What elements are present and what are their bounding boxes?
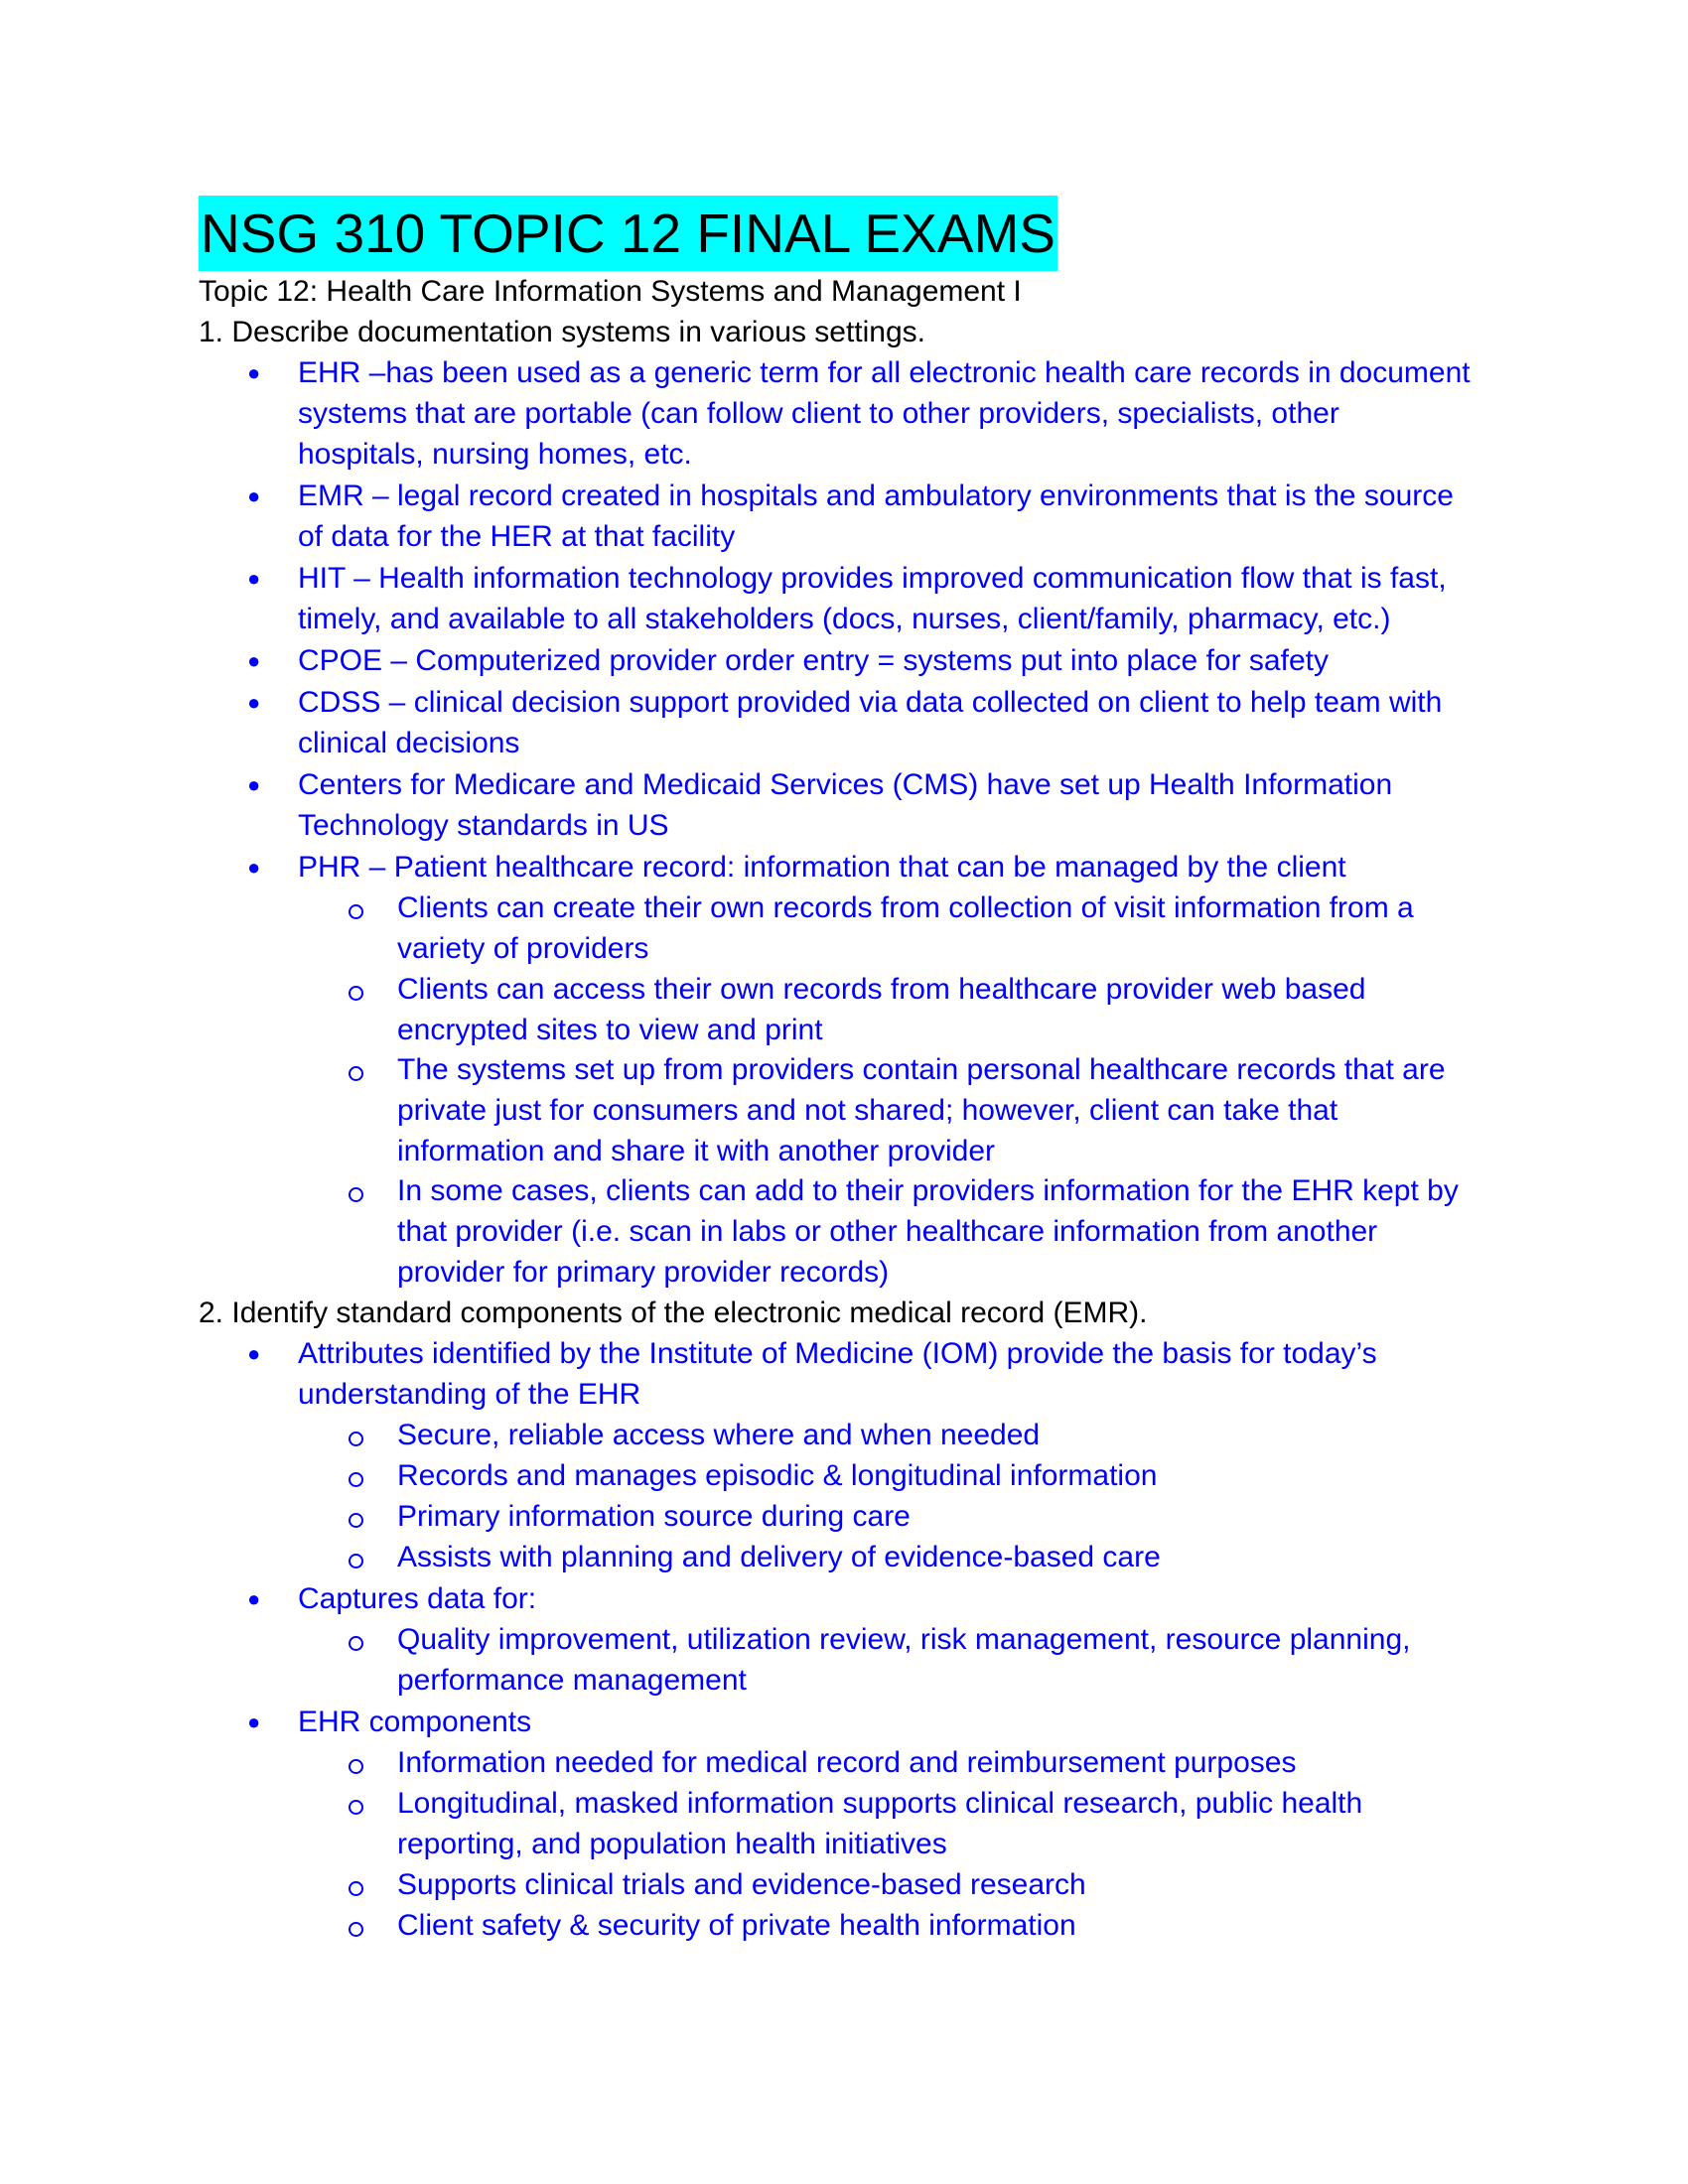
- ehr-line-1: EHR –has been used as a generic term for all electronic health care records in document: [298, 356, 1471, 389]
- bullet-icon: ●: [247, 648, 261, 673]
- phr-sub1-line-2: variety of providers: [397, 932, 649, 965]
- comp-sub4: Client safety & security of private health information: [397, 1909, 1076, 1942]
- circle-bullet-icon: [349, 1513, 363, 1528]
- emr-line-1: EMR – legal record created in hospitals and ambulatory environments that is the source: [298, 479, 1454, 512]
- phr-sub3-line-3: information and share it with another provider: [397, 1135, 995, 1167]
- phr-line-1: PHR – Patient healthcare record: information that can be managed by the client: [298, 851, 1346, 884]
- bullet-icon: ●: [247, 772, 261, 797]
- circle-bullet-icon: [349, 1432, 363, 1446]
- components-line: EHR components: [298, 1706, 532, 1738]
- circle-bullet-icon: [349, 1759, 363, 1774]
- cms-line-2: Technology standards in US: [298, 809, 669, 842]
- circle-bullet-icon: [349, 1800, 363, 1815]
- comp-sub2-line-2: reporting, and population health initiatives: [397, 1828, 947, 1860]
- iom-line-2: understanding of the EHR: [298, 1378, 641, 1411]
- circle-bullet-icon: [349, 1066, 363, 1081]
- bullet-icon: ●: [247, 1341, 261, 1366]
- emr-line-2: of data for the HER at that facility: [298, 520, 736, 553]
- page-title: NSG 310 TOPIC 12 FINAL EXAMS: [199, 196, 1057, 271]
- cdss-line-2: clinical decisions: [298, 727, 520, 759]
- iom-line-1: Attributes identified by the Institute of Medicine (IOM) provide the basis for today’s: [298, 1337, 1377, 1370]
- phr-sub4-line-3: provider for primary provider records): [397, 1256, 890, 1289]
- bullet-icon: ●: [247, 360, 261, 385]
- circle-bullet-icon: [349, 1472, 363, 1487]
- bullet-icon: ●: [247, 483, 261, 508]
- captures-line: Captures data for:: [298, 1582, 537, 1615]
- hit-line-2: timely, and available to all stakeholders (docs, nurses, client/family, pharmacy, etc.): [298, 603, 1391, 635]
- question-2: 2. Identify standard components of the electronic medical record (EMR).: [199, 1297, 1148, 1329]
- bullet-icon: ●: [247, 566, 261, 591]
- circle-bullet-icon: [349, 1187, 363, 1202]
- cpoe-line-1: CPOE – Computerized provider order entry = systems put into place for safety: [298, 644, 1329, 677]
- cms-line-1: Centers for Medicare and Medicaid Services (CMS) have set up Health Information: [298, 768, 1393, 801]
- circle-bullet-icon: [349, 1922, 363, 1937]
- captures-sub1-line-1: Quality improvement, utilization review, risk management, resource planning,: [397, 1623, 1411, 1656]
- hit-line-1: HIT – Health information technology provides improved communication flow that is fast,: [298, 562, 1447, 595]
- comp-sub1: Information needed for medical record and reimbursement purposes: [397, 1746, 1297, 1779]
- bullet-icon: ●: [247, 1586, 261, 1611]
- iom-sub1: Secure, reliable access where and when needed: [397, 1419, 1041, 1451]
- circle-bullet-icon: [349, 986, 363, 1001]
- circle-bullet-icon: [349, 1554, 363, 1569]
- comp-sub3: Supports clinical trials and evidence-based research: [397, 1868, 1086, 1901]
- ehr-line-3: hospitals, nursing homes, etc.: [298, 438, 692, 471]
- phr-sub4-line-1: In some cases, clients can add to their providers information for the EHR kept by: [397, 1174, 1459, 1207]
- bullet-icon: ●: [247, 690, 261, 715]
- question-1: 1. Describe documentation systems in various settings.: [199, 316, 925, 348]
- cdss-line-1: CDSS – clinical decision support provided via data collected on client to help team with: [298, 686, 1443, 719]
- circle-bullet-icon: [349, 1881, 363, 1896]
- bullet-icon: ●: [247, 1709, 261, 1734]
- circle-bullet-icon: [349, 904, 363, 919]
- phr-sub4-line-2: that provider (i.e. scan in labs or other healthcare information from another: [397, 1215, 1378, 1248]
- circle-bullet-icon: [349, 1636, 363, 1651]
- topic-heading: Topic 12: Health Care Information Systems and Management I: [199, 275, 1022, 308]
- ehr-line-2: systems that are portable (can follow client to other providers, specialists, other: [298, 397, 1339, 430]
- iom-sub4: Assists with planning and delivery of evidence-based care: [397, 1541, 1161, 1573]
- phr-sub2-line-1: Clients can access their own records from healthcare provider web based: [397, 973, 1366, 1006]
- iom-sub3: Primary information source during care: [397, 1500, 911, 1533]
- comp-sub2-line-1: Longitudinal, masked information supports clinical research, public health: [397, 1787, 1363, 1820]
- phr-sub3-line-1: The systems set up from providers contain personal healthcare records that are: [397, 1053, 1446, 1086]
- iom-sub2: Records and manages episodic & longitudinal information: [397, 1459, 1158, 1492]
- captures-sub1-line-2: performance management: [397, 1664, 747, 1697]
- phr-sub3-line-2: private just for consumers and not shared; however, client can take that: [397, 1094, 1338, 1127]
- phr-sub1-line-1: Clients can create their own records from collection of visit information from a: [397, 891, 1414, 924]
- bullet-icon: ●: [247, 855, 261, 880]
- phr-sub2-line-2: encrypted sites to view and print: [397, 1014, 823, 1046]
